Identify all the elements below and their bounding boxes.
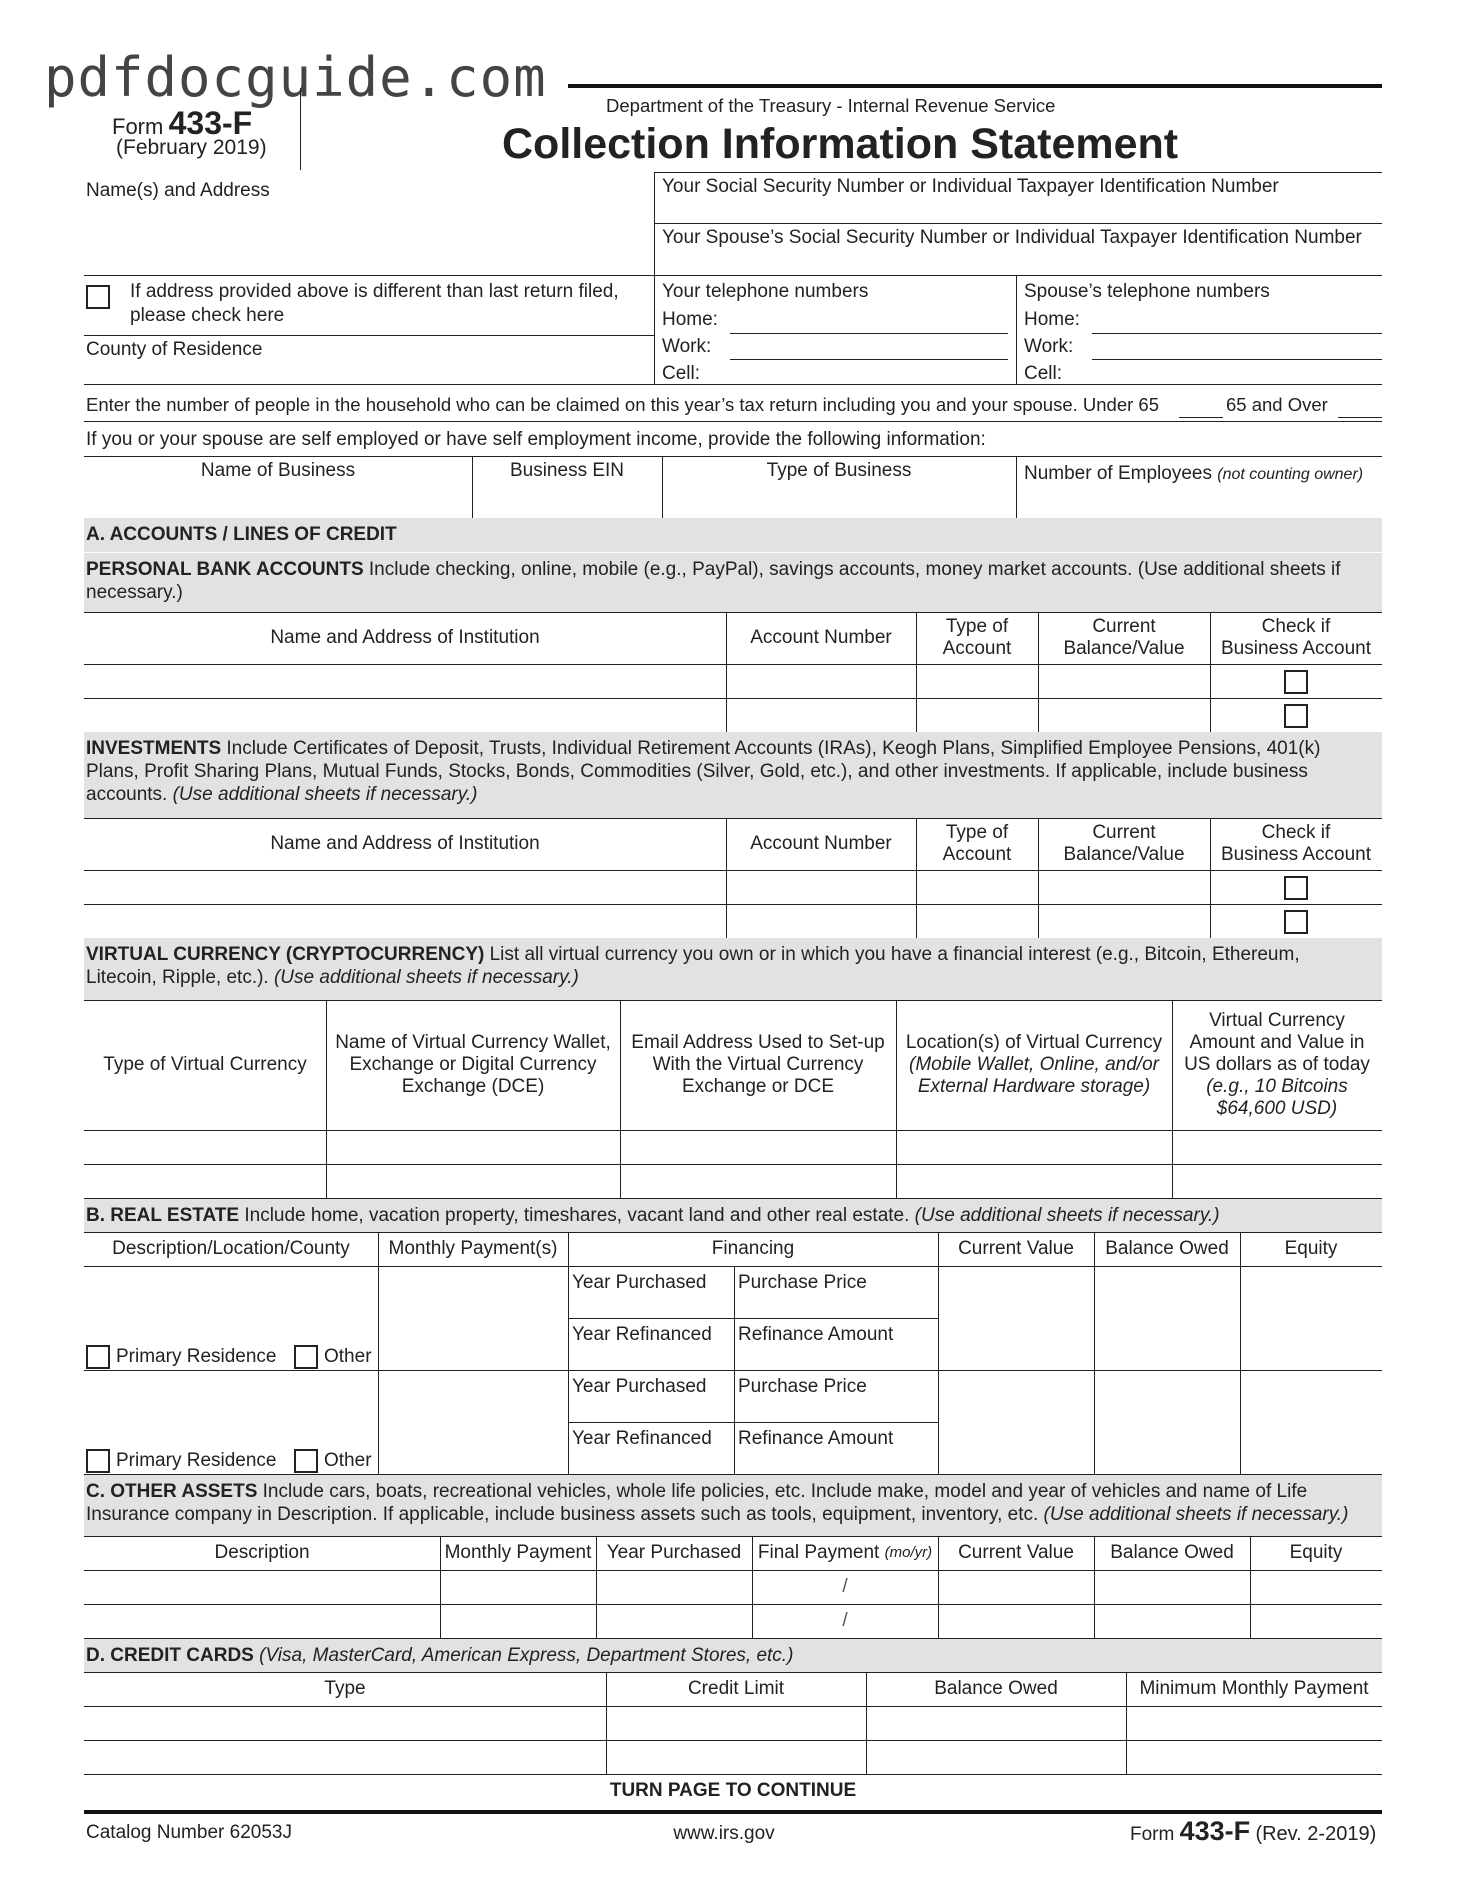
re-col-current: Current Value <box>958 1238 1074 1259</box>
re2-primary-residence-label: Primary Residence <box>116 1450 277 1471</box>
bank-row1-business-checkbox[interactable] <box>1284 670 1308 694</box>
crypto-col-location: Location(s) of Virtual Currency (Mobile Wallet, Online, and/or External Hardware storage) <box>905 1032 1163 1097</box>
other-assets-banner: C. OTHER ASSETS Include cars, boats, recreational vehicles, whole life policies, etc. Include make, model and year of vehicles and name of Life Insurance company in Description. If applicable, include business assets such as tools, equipment, inventory, etc. (Use additional sheets if necessary.) <box>84 1474 1382 1537</box>
household-label: Enter the number of people in the household who can be claimed on this year’s tax return including you and your spouse. Under 65 <box>86 394 1159 415</box>
section-a-heading: A. ACCOUNTS / LINES OF CREDIT <box>84 518 1382 552</box>
re1-other-checkbox[interactable] <box>294 1345 318 1369</box>
header-rule <box>568 84 1382 88</box>
bank-col-check: Check if Business Account <box>1221 616 1371 659</box>
home-label: Home: <box>662 309 718 330</box>
re2-purchase-price: Purchase Price <box>738 1376 867 1397</box>
spouse-cell-label: Cell: <box>1024 363 1063 384</box>
bank-col-balance: Current Balance/Value <box>1063 616 1185 659</box>
form-page <box>84 0 1382 1895</box>
col-business-type: Type of Business <box>766 460 912 481</box>
work-label: Work: <box>662 336 712 357</box>
oa-col-desc: Description <box>214 1542 310 1563</box>
re-col-balance: Balance Owed <box>1105 1238 1229 1259</box>
names-address-label: Name(s) and Address <box>86 180 270 201</box>
irs-website[interactable]: www.irs.gov <box>673 1823 775 1844</box>
oa-col-monthly: Monthly Payment <box>444 1542 592 1563</box>
invest-col-balance: Current Balance/Value <box>1063 822 1185 865</box>
oa-col-equity: Equity <box>1289 1542 1343 1563</box>
re-col-monthly: Monthly Payment(s) <box>388 1238 558 1259</box>
address-check-line2: please check here <box>130 305 285 326</box>
col-employees: Number of Employees (not counting owner) <box>1024 463 1364 484</box>
virtual-currency-banner: VIRTUAL CURRENCY (CRYPTOCURRENCY) List all virtual currency you own or in which you have a financial interest (e.g., Bitcoin, Ethereum, Litecoin, Ripple, etc.). (Use additional sheets if necessary.) <box>84 938 1382 1000</box>
cc-col-balance: Balance Owed <box>934 1678 1058 1699</box>
re1-other-label: Other <box>324 1346 372 1367</box>
spouse-ssn-label: Your Spouse’s Social Security Number or Individual Taxpayer Identification Number <box>662 227 1362 248</box>
cc-col-type: Type <box>324 1678 366 1699</box>
re-col-equity: Equity <box>1284 1238 1338 1259</box>
re1-primary-residence-label: Primary Residence <box>116 1346 277 1367</box>
crypto-col-type: Type of Virtual Currency <box>103 1054 307 1075</box>
bank-col-institution: Name and Address of Institution <box>270 627 540 648</box>
form-date: (February 2019) <box>116 136 267 159</box>
address-change-checkbox[interactable] <box>86 285 110 309</box>
cc-col-minimum: Minimum Monthly Payment <box>1139 1678 1369 1699</box>
oa-col-balance: Balance Owed <box>1110 1542 1234 1563</box>
invest-col-account-number: Account Number <box>750 833 892 854</box>
cell-label: Cell: <box>662 363 701 384</box>
watermark: pdfdocguide.com <box>44 46 547 109</box>
ssn-label: Your Social Security Number or Individual Taxpayer Identification Number <box>662 176 1279 197</box>
bank-col-type: Type of Account <box>942 616 1012 659</box>
re1-refinance-amount: Refinance Amount <box>738 1324 894 1345</box>
invest-row1-business-checkbox[interactable] <box>1284 876 1308 900</box>
re1-year-purchased: Year Purchased <box>572 1272 707 1293</box>
work-phone-input[interactable] <box>730 359 1008 360</box>
self-employed-label: If you or your spouse are self employed or have self employment income, provide the following information: <box>86 429 986 450</box>
spouse-home-phone-input[interactable] <box>1092 333 1382 334</box>
real-estate-banner: B. REAL ESTATE Include home, vacation property, timeshares, vacant land and other real estate. (Use additional sheets if necessary.) <box>84 1198 1382 1233</box>
bank-accounts-banner: PERSONAL BANK ACCOUNTS Include checking, online, mobile (e.g., PayPal), savings accounts, money market accounts. (Use additional sheets if necessary.) <box>84 552 1382 613</box>
spouse-work-label: Work: <box>1024 336 1074 357</box>
crypto-col-email: Email Address Used to Set-up With the Virtual Currency Exchange or DCE <box>631 1032 885 1097</box>
crypto-col-value: Virtual Currency Amount and Value in US dollars as of today (e.g., 10 Bitcoins $64,600 USD) <box>1184 1010 1370 1119</box>
form-id: Form 433-F <box>112 105 253 141</box>
spouse-home-label: Home: <box>1024 309 1080 330</box>
col-business-name: Name of Business <box>200 460 356 481</box>
cc-col-limit: Credit Limit <box>687 1678 785 1699</box>
col-business-ein: Business EIN <box>509 460 625 481</box>
oa-col-final: Final Payment (mo/yr) <box>757 1542 933 1563</box>
under-65-input[interactable] <box>1179 417 1223 418</box>
catalog-number: Catalog Number 62053J <box>86 1822 292 1843</box>
re2-other-label: Other <box>324 1450 372 1471</box>
form-title: Collection Information Statement <box>502 120 1179 168</box>
oa-row1-final-slash: / <box>842 1576 848 1597</box>
spouse-phones-label: Spouse’s telephone numbers <box>1024 281 1270 302</box>
your-phones-label: Your telephone numbers <box>662 281 869 302</box>
re-col-desc: Description/Location/County <box>112 1238 350 1259</box>
over-65-input[interactable] <box>1338 417 1382 418</box>
over-65-label: 65 and Over <box>1226 394 1328 415</box>
re1-year-refinanced: Year Refinanced <box>572 1324 712 1345</box>
turn-page-note: TURN PAGE TO CONTINUE <box>609 1780 857 1801</box>
credit-cards-banner: D. CREDIT CARDS (Visa, MasterCard, American Express, Department Stores, etc.) <box>84 1638 1382 1673</box>
re2-primary-residence-checkbox[interactable] <box>86 1449 110 1473</box>
spouse-work-phone-input[interactable] <box>1092 359 1382 360</box>
re2-other-checkbox[interactable] <box>294 1449 318 1473</box>
crypto-col-wallet: Name of Virtual Currency Wallet, Exchange or Digital Currency Exchange (DCE) <box>335 1032 611 1097</box>
re2-year-refinanced: Year Refinanced <box>572 1428 712 1449</box>
invest-row2-business-checkbox[interactable] <box>1284 910 1308 934</box>
re-col-financing: Financing <box>711 1238 795 1259</box>
address-check-line1: If address provided above is different than last return filed, <box>130 281 619 302</box>
re2-refinance-amount: Refinance Amount <box>738 1428 894 1449</box>
re2-year-purchased: Year Purchased <box>572 1376 707 1397</box>
oa-row2-final-slash: / <box>842 1610 848 1631</box>
investments-banner: INVESTMENTS Include Certificates of Deposit, Trusts, Individual Retirement Accounts (IRAs), Keogh Plans, Simplified Employee Pensions, 401(k) Plans, Profit Sharing Plans, Mutual Funds, Stocks, Bonds, Commodities (Silver, Gold, etc.), and other investments. If applicable, include business accounts. (Use additional sheets if necessary.) <box>84 732 1382 818</box>
bank-row2-business-checkbox[interactable] <box>1284 704 1308 728</box>
home-phone-input[interactable] <box>730 333 1008 334</box>
invest-col-type: Type of Account <box>942 822 1012 865</box>
bank-col-account-number: Account Number <box>750 627 892 648</box>
re1-primary-residence-checkbox[interactable] <box>86 1345 110 1369</box>
oa-col-current: Current Value <box>958 1542 1074 1563</box>
oa-col-year: Year Purchased <box>606 1542 742 1563</box>
invest-col-institution: Name and Address of Institution <box>270 833 540 854</box>
footer-form-id: Form 433-F (Rev. 2-2019) <box>1130 1816 1377 1846</box>
county-label: County of Residence <box>86 339 263 360</box>
re1-purchase-price: Purchase Price <box>738 1272 867 1293</box>
department: Department of the Treasury - Internal Revenue Service <box>606 95 1056 116</box>
invest-col-check: Check if Business Account <box>1221 822 1371 865</box>
